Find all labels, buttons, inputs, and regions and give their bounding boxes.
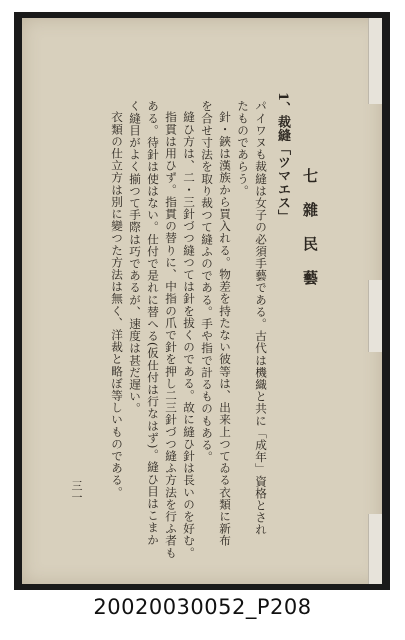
text-line: パイワヌも裁縫は女子の必須手藝である。古代は機織と共に「成年」資格とされ	[254, 100, 268, 536]
text-line: 縫ひ方は、二・三針づつ縫つては針を拔くのである。故に縫ひ針は長いのを好む。	[182, 111, 196, 559]
book-page	[22, 18, 382, 584]
paper-edge-strip	[368, 280, 382, 352]
section-heading: 1、裁縫「ツマエス」	[275, 92, 290, 224]
paper-edge-strip	[368, 18, 382, 104]
text-line: たものであらう。	[236, 100, 250, 197]
text-line: 指貫は用ひず。指貫の替りに、中指の爪で針を押し二三針づつ縫ふ方法を行ふ者も	[164, 111, 178, 559]
paper-edge-strip	[368, 514, 382, 584]
chapter-title: 七 雜 民 藝	[301, 168, 319, 287]
text-line: 針・鋏は漢族から買入れる。物差を持たない彼等は、出来上つてゐる衣類に新布	[218, 111, 232, 547]
text-line: を合せ寸法を取り裁つて縫ふのである。手や指で計るものもある。	[200, 100, 214, 463]
text-line: ある。待針は使はない。仕付で是れに替へる(仮仕付は行なはず)。縫ひ目はこまか	[146, 100, 160, 546]
text-line: 衣類の仕立方は別に變つた方法は無く、洋裁と略ぼ等しいものである。	[110, 111, 124, 499]
text-line: く縫目がよく揃つて手際は巧であるが、速度は甚だ遅い。	[128, 100, 142, 415]
page-number: 三一	[70, 480, 83, 503]
image-caption: 20020030052_P208	[93, 595, 312, 619]
